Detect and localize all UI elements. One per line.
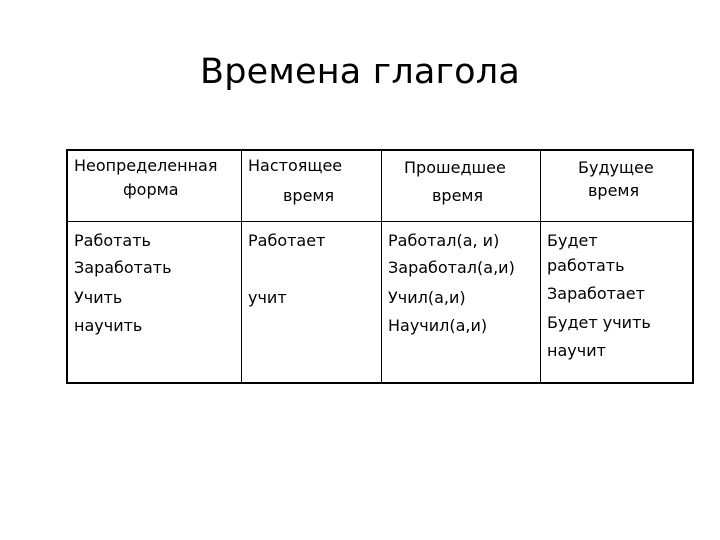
header-cell-past-line2 (432, 185, 483, 206)
cell-present-2: учит (248, 288, 287, 307)
verb-tenses-table (66, 149, 694, 384)
column-divider (381, 151, 382, 382)
header-present-line2: время (283, 186, 335, 205)
cell-future-4: Будет учить (547, 313, 651, 332)
header-divider (68, 221, 692, 222)
header-present-line1: Настоящее (248, 156, 343, 175)
header-future-line2: время (588, 181, 640, 200)
header-cell-present (248, 155, 342, 176)
header-cell-future-line2 (588, 180, 639, 201)
cell-past-1: Работал(а, и) (388, 231, 500, 250)
cell-past-4: Научил(а,и) (388, 316, 488, 335)
column-divider (540, 151, 541, 382)
header-infinitive-line1: Неопределенная (74, 156, 218, 175)
cell-present-1: Работает (248, 231, 326, 250)
cell-infinitive-2: Заработать (74, 258, 172, 277)
header-cell-infinitive (74, 155, 217, 176)
cell-past-3: Учил(а,и) (388, 288, 466, 307)
cell-infinitive-4: научить (74, 316, 143, 335)
cell-future-1: Будет (547, 231, 598, 250)
header-future-line1: Будущее (578, 158, 654, 177)
cell-future-2: работать (547, 256, 625, 275)
slide-title: Времена глагола (200, 52, 520, 92)
column-divider (241, 151, 242, 382)
cell-past-2: Заработал(а,и) (388, 258, 515, 277)
header-cell-present-line2 (283, 185, 334, 206)
header-infinitive-line2: форма (123, 180, 179, 199)
cell-infinitive-1: Работать (74, 231, 151, 250)
header-cell-future (578, 157, 654, 178)
cell-infinitive-3: Учить (74, 288, 123, 307)
header-past-line1: Прошедшее (404, 158, 506, 177)
header-cell-infinitive-line2 (123, 179, 179, 200)
header-past-line2: время (432, 186, 484, 205)
header-cell-past (404, 157, 506, 178)
cell-future-3: Заработает (547, 284, 645, 303)
cell-future-5: научит (547, 341, 606, 360)
